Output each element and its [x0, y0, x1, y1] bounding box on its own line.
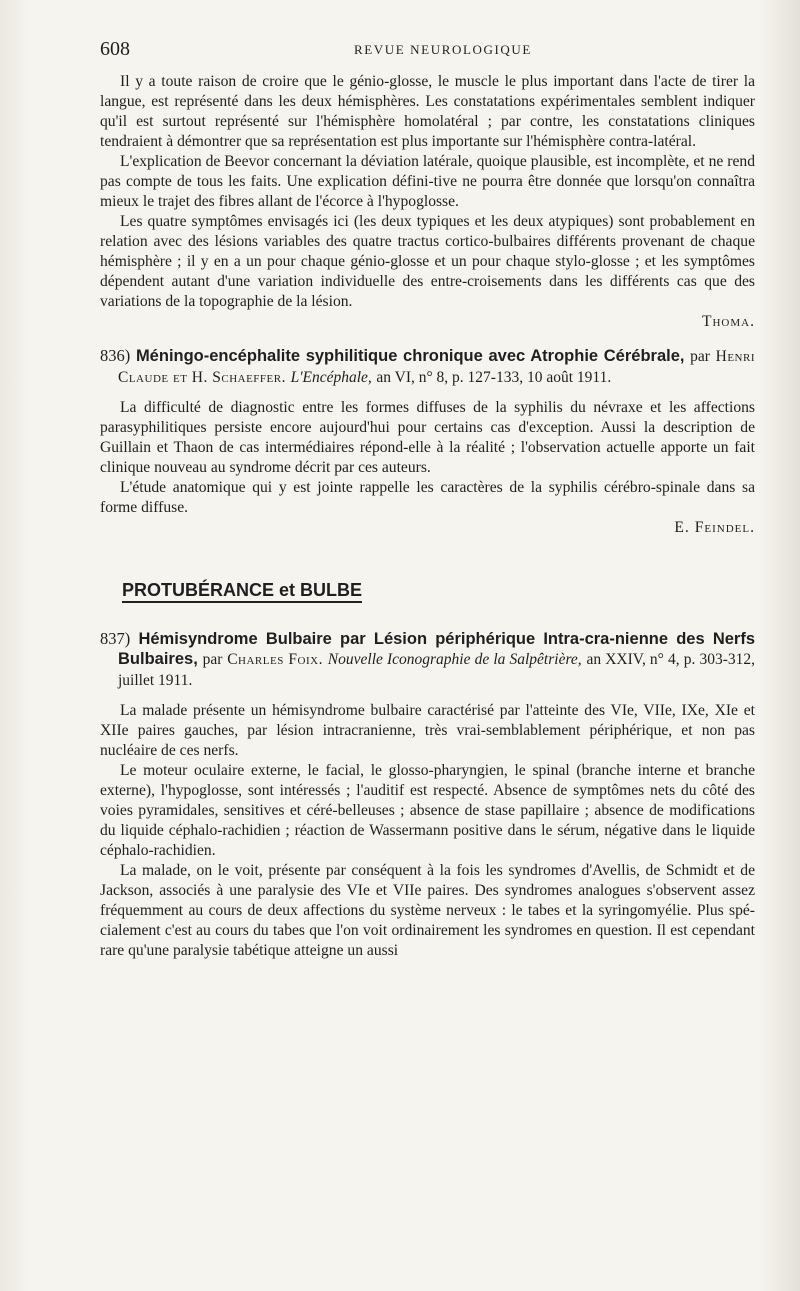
paragraph: Il y a toute raison de croire que le génio-glosse, le muscle le plus important dans l'acte de tirer la langue, est représenté dans les deux hémisphères. Les constatations expérimentales semblent indiquer qu'il est surtout représenté sur l'hémisphère homolatéral ; par contre, les constatations cliniques tendraient à démontrer que sa représentation est plus importante sur l'hémisphère contra-latéral. [100, 73, 755, 150]
paragraph: L'étude anatomique qui y est jointe rappelle les caractères de la syphilis cérébro-spinale dans sa forme diffuse. [100, 479, 755, 516]
abstract-837 [100, 629, 755, 961]
authors-prefix: par [690, 348, 710, 365]
paragraph: Les quatre symptômes envisagés ici (les deux typiques et les deux atypiques) sont probablement en relation avec des lésions variables des quatre tractus cortico-bulbaires différents provenant de chaque hémisphère ; il y en a un pour chaque génio-glosse et un pour chaque stylo-glosse ; et les symptômes dépendent autant d'une variation individuelle des entre-croisements dans les différents cas que des variations de la topographie de la lésion. [100, 213, 755, 310]
page-content [100, 72, 755, 961]
page-number: 608 [100, 38, 130, 60]
abstract-title: Hémisyndrome Bulbaire par Lésion périphérique Intra-cra-nienne des Nerfs Bulbaires, [118, 630, 755, 668]
abstract-number: 837) [100, 629, 131, 648]
section-heading: PROTUBÉRANCE et BULBE [122, 580, 362, 603]
abstract-title: Méningo-encéphalite syphilitique chronique avec Atrophie Cérébrale, [135, 347, 685, 365]
paragraph: Le moteur oculaire externe, le facial, le glosso-pharyngien, le spinal (branche interne et branche externe), l'hypoglosse, sont intéressés ; l'auditif est respecté. Absence de symptômes nets du côté des voies pyramidales, sensitives et céré-belleuses ; absence de stase papillaire ; absence de modifications du liquide céphalo-rachidien ; réaction de Wassermann positive dans le sérum, négative dans le liquide céphalo-rachidien. [100, 762, 755, 859]
abstract-body [100, 701, 755, 961]
abstract-authors: Henri Claude et H. Schaeffer. [118, 348, 755, 386]
citation-details: an XXIV, n° 4, p. 303-312, juillet 1911. [118, 651, 755, 689]
paragraph: La difficulté de diagnostic entre les formes diffuses de la syphilis du névraxe et les affections parasyphilitiques persiste encore aujourd'hui pour certains cas d'exception. Aussi la description de Guillain et Thaon de cas intermédiaires répond-elle à la réalité ; l'observation actuelle apporte un fait clinique nouveau au syndrome décrit par ces auteurs. [100, 399, 755, 476]
abstract-heading [100, 629, 755, 691]
abstract-836 [100, 346, 755, 538]
abstract-authors: Charles Foix. [227, 651, 323, 668]
page-header [100, 38, 760, 62]
signature: Thoma. [701, 313, 755, 330]
signature: E. Feindel. [674, 519, 755, 536]
abstract-body [100, 398, 755, 538]
paragraph: La malade, on le voit, présente par conséquent à la fois les syndromes d'Avellis, de Schmidt et de Jackson, associés à une paralysie des VIe et VIIe paires. Des syndromes analogues s'observent assez fréquemment au cours de deux affections du système nerveux : le tabes et la syringomyélie. Plus spé-cialement c'est au cours du tabes que l'on voit ordinairement les syndromes en question. Il est cependant rare qu'une paralysie tabétique atteigne un aussi [100, 862, 755, 959]
authors-prefix: par [202, 651, 223, 668]
paragraph: La malade présente un hémisyndrome bulbaire caractérisé par l'atteinte des VIe, VIIe, IXe, XIe et XIIe paires gauches, par lésion intracranienne, très vrai-semblablement périphérique, et non pas nucléaire de ces nerfs. [100, 702, 755, 759]
abstract-heading [100, 346, 755, 388]
running-title: REVUE NEUROLOGIQUE [354, 42, 532, 57]
paragraph: L'explication de Beevor concernant la déviation latérale, quoique plausible, est incomplète, et ne rend pas compte de tous les faits. Une explication défini-tive ne pourra être donnée que lorsqu'on connaîtra mieux le trajet des fibres allant de l'écorce à l'hypoglosse. [100, 153, 755, 210]
journal-name: Nouvelle Iconographie de la Salpêtrière, [327, 651, 582, 668]
journal-name: L'Encéphale, [290, 369, 372, 386]
citation-details: an VI, n° 8, p. 127-133, 10 août 1911. [376, 369, 612, 386]
abstract-number: 836) [100, 346, 131, 365]
intro-text [100, 72, 755, 332]
